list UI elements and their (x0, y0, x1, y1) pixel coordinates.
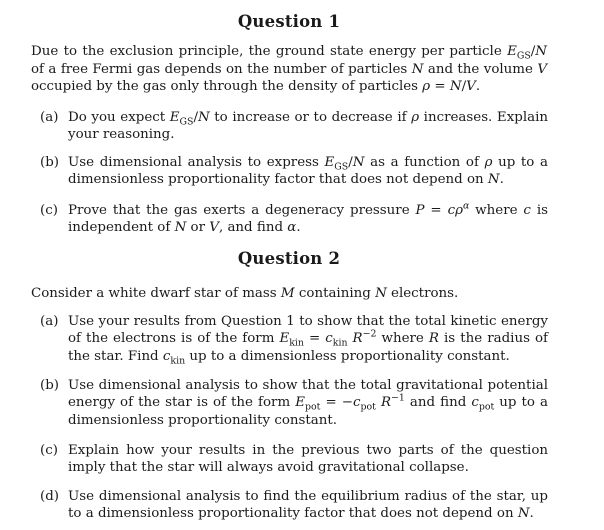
part-label: (b) (40, 155, 60, 170)
question-1-part-c (40, 202, 548, 237)
part-label: (a) (40, 314, 59, 329)
part-text: Do you expect $E_{GS}/N$ to increase or to decrease if ρ increases. Explain your reasoning. (68, 110, 549, 143)
part-label: (a) (40, 110, 59, 125)
question-2-part-a (40, 313, 548, 365)
part-text: Use dimensional analysis to show that the total gravitational potential energy of the star is of the form $E_{pot} = -c_{pot}$ $R^{-1}$ and find $c_{pot}$ up to a dimensionless proportionality constant. (68, 378, 549, 428)
question-1-part-b (40, 154, 548, 189)
question-1-part-a (40, 109, 548, 144)
question-2-title: Question 2 (237, 249, 341, 268)
question-1-intro: Due to the exclusion principle, the ground state energy per particle $E_{GS}/N$ of a free Fermi gas depends on the number of particles N and the volume V occupied by the gas only through the density of particles ρ = N/V. (31, 44, 548, 95)
question-2-part-c (40, 442, 548, 477)
part-label: (c) (40, 203, 58, 218)
part-text: Use your results from Question 1 to show that the total kinetic energy of the electrons is of the form $E_{kin} = c_{kin}$ $R^{-2}$ where R is the radius of the star. Find $c_{kin}$ up to a dimensionless proportionality constant. (68, 314, 548, 367)
question-1-title: Question 1 (237, 12, 341, 31)
question-2-part-b (40, 377, 548, 429)
part-text: Prove that the gas exerts a degeneracy pressure $P = c\rho^\alpha$ where c is independent of N or V, and find α. (68, 200, 548, 236)
part-text: Explain how your results in the previous two parts of the question imply that the star will always avoid gravitational collapse. (68, 443, 548, 476)
question-2-intro: Consider a white dwarf star of mass M containing N electrons. (31, 286, 459, 301)
part-label: (d) (40, 489, 60, 504)
part-text: Use dimensional analysis to find the equilibrium radius of the star, up to a dimensionless proportionality factor that does not depend on N. (68, 489, 548, 522)
part-label: (b) (40, 378, 60, 393)
part-label: (c) (40, 443, 58, 458)
part-text: Use dimensional analysis to express $E_{GS}/N$ as a function of ρ up to a dimensionless proportionality factor that does not depend on N. (68, 155, 548, 188)
question-2-part-d (40, 488, 548, 523)
